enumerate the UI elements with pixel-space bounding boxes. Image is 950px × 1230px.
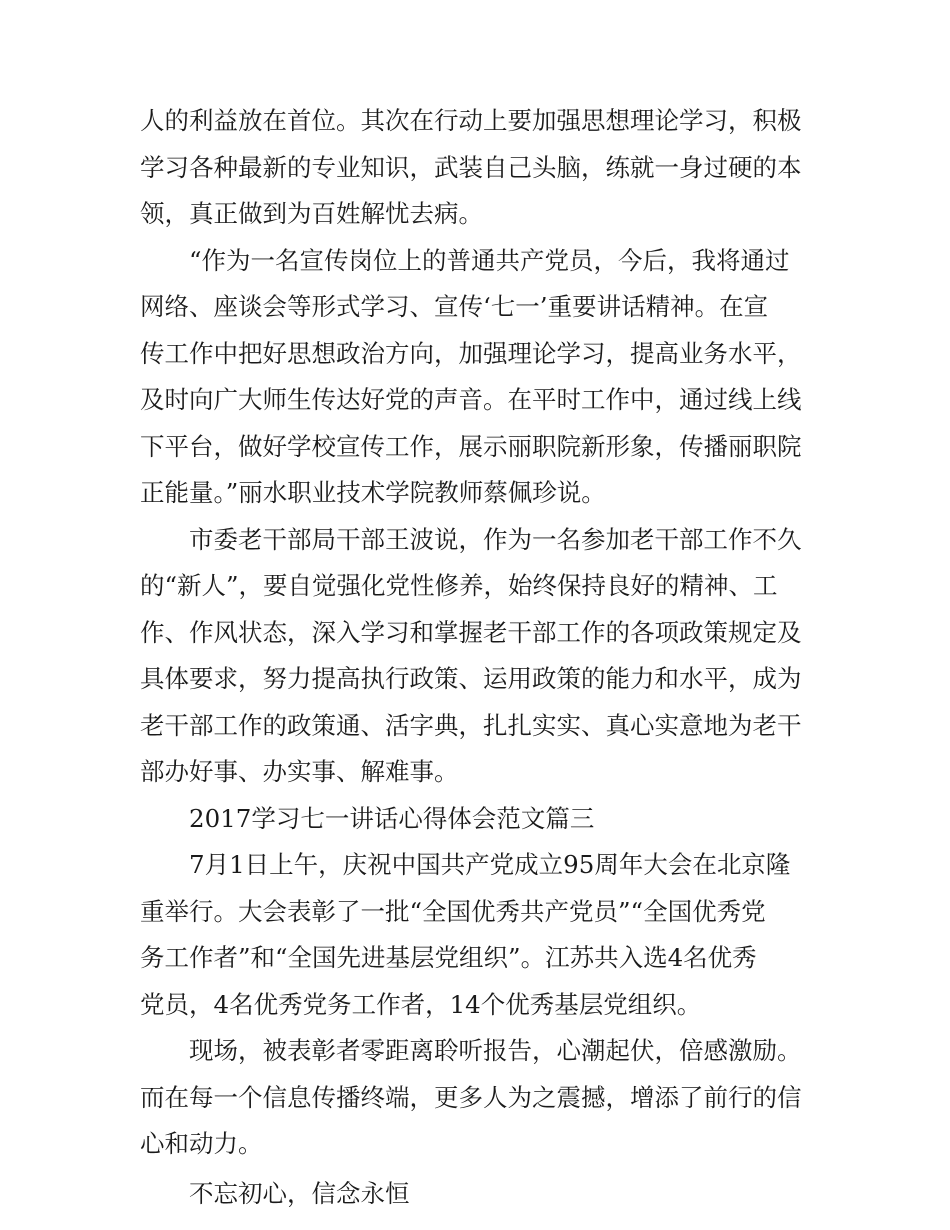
text-line: 心和动力。 [140,1129,263,1158]
text-line: 的“新人”，要自觉强化党性修养，始终保持良好的精神、工 [140,571,778,600]
text-line: 及时向广大师生传达好党的声音。在平时工作中，通过线上线 [140,385,802,414]
text-line: 具体要求，努力提高执行政策、运用政策的能力和水平，成为 [140,664,802,693]
text-line: 务工作者”和“全国先进基层党组织”。江苏共入选4名优秀 [140,943,757,972]
paragraph [140,98,812,238]
text-line: 部办好事、办实事、解难事。 [140,757,459,786]
text-line: 下平台，做好学校宣传工作，展示丽职院新形象，传播丽职院 [140,431,802,461]
text-line: 网络、座谈会等形式学习、宣传‘七一’重要讲话精神。在宣 [140,292,769,321]
text-line: 市委老干部局干部王波说，作为一名参加老干部工作不久 [189,524,802,554]
paragraph [140,842,812,1028]
text-line: 重举行。大会表彰了一批“全国优秀共产党员”“全国优秀党 [140,896,766,926]
text-line: 学习各种最新的专业知识，武装自己头脑，练就一身过硬的本 [140,152,802,182]
text-line: 领，真正做到为百姓解忧去病。 [140,199,483,228]
text-line: 而在每一个信息传播终端，更多人为之震撼，增添了前行的信 [140,1082,802,1112]
text-line: 作、作风状态，深入学习和掌握老干部工作的各项政策规定及 [140,617,802,647]
text-line: 7月1日上午，庆祝中国共产党成立95周年大会在北京隆 [189,850,791,879]
text-line: 党员，4名优秀党务工作者，14个优秀基层党组织。 [140,989,702,1019]
text-line: 2017学习七一讲话心得体会范文篇三 [189,803,595,833]
text-line: 人的利益放在首位。其次在行动上要加强思想理论学习，积极 [140,106,802,135]
paragraph [140,517,812,796]
text-line: 老干部工作的政策通、活字典，扎扎实实、真心实意地为老干 [140,710,802,740]
paragraph [140,238,812,517]
text-line: “作为一名宣传岗位上的普通共产党员，今后，我将通过 [189,245,790,275]
text-line: 现场，被表彰者零距离聆听报告，心潮起伏，倍感激励。 [189,1036,802,1065]
text-line: 不忘初心，信念永恒 [189,1178,410,1208]
paragraph [140,1028,812,1168]
text-line: 正能量。”丽水职业技术学院教师蔡佩珍说。 [140,478,606,507]
document-body [140,98,812,1217]
section-heading [140,796,812,843]
text-line: 传工作中把好思想政治方向，加强理论学习，提高业务水平， [140,338,802,368]
subheading [140,1171,812,1218]
